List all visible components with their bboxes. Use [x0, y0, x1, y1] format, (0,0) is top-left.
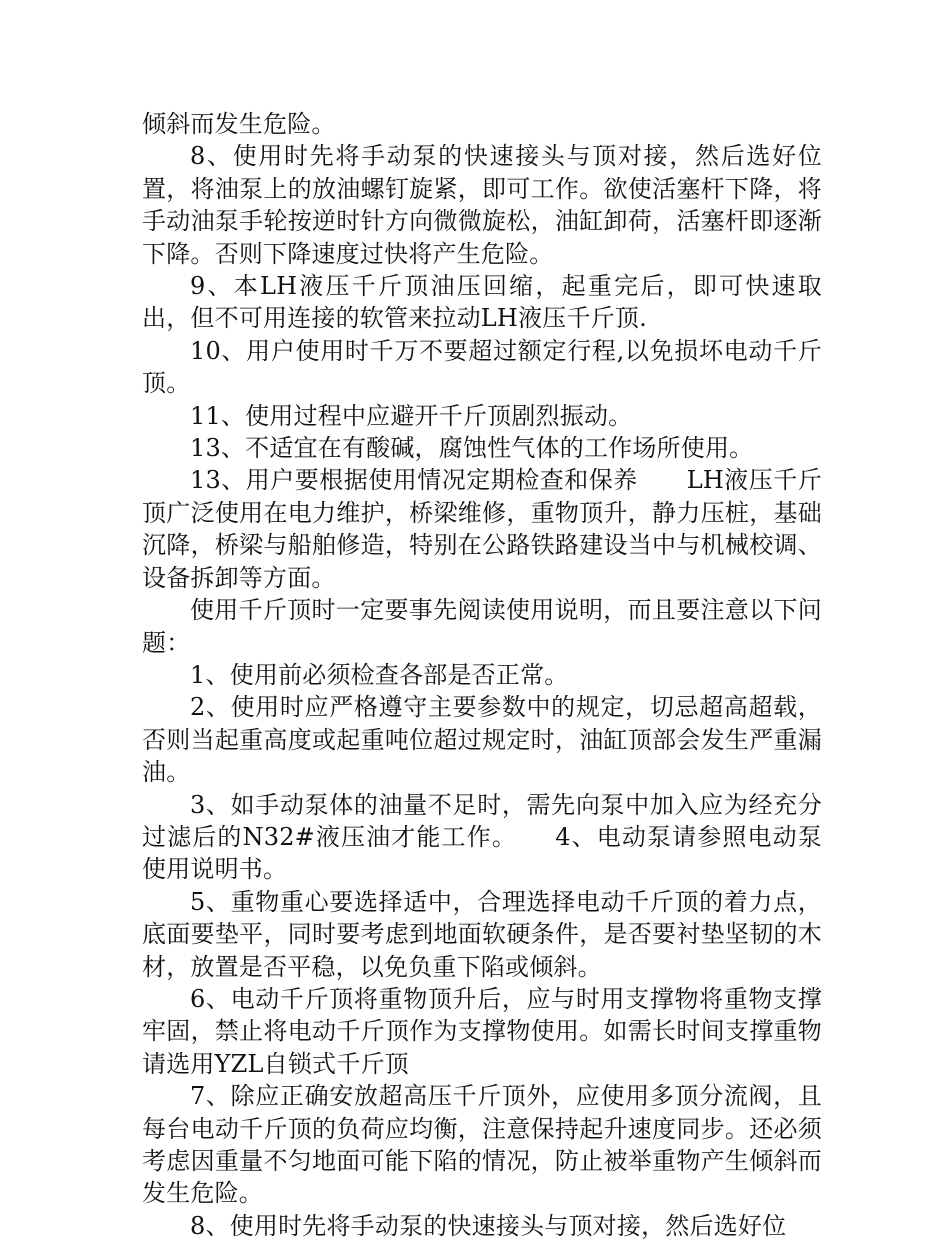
paragraph-step-5: 5、重物重心要选择适中，合理选择电动千斤顶的着力点，底面要垫平，同时要考虑到地面软硬条件，是否要衬垫坚韧的木材，放置是否平稳，以免负重下陷或倾斜。 [142, 887, 822, 981]
paragraph-item-8: 8、使用时先将手动泵的快速接头与顶对接，然后选好位置，将油泵上的放油螺钉旋紧，即可工作。欲使活塞杆下降，将手动油泵手轮按逆时针方向微微旋松，油缸卸荷，活塞杆即逐渐下降。否则下降速度过快将产生危险。 [142, 142, 822, 268]
paragraph-step-8: 8、使用时先将手动泵的快速接头与顶对接，然后选好位 [190, 1211, 787, 1240]
paragraph-item-13a: 13、不适宜在有酸碱，腐蚀性气体的工作场所使用。 [190, 434, 754, 463]
paragraph-item-9: 9、本LH液压千斤顶油压回缩，起重完后，即可快速取出，但不可用连接的软管来拉动LH液压千斤顶. [142, 272, 822, 333]
paragraph-step-1: 1、使用前必须检查各部是否正常。 [190, 660, 569, 689]
paragraph-step-2: 2、使用时应严格遵守主要参数中的规定，切忌超高超载，否则当起重高度或起重吨位超过规定时，油缸顶部会发生严重漏油。 [142, 693, 822, 787]
paragraph-item-10: 10、用户使用时千万不要超过额定行程,以免损坏电动千斤顶。 [142, 336, 822, 398]
paragraph-step-6: 6、电动千斤顶将重物顶升后，应与时用支撑物将重物支撑牢固，禁止将电动千斤顶作为支撑物使用。如需长时间支撑重物请选用YZL自锁式千斤顶 [142, 984, 822, 1078]
document-page [142, 108, 822, 1242]
paragraph-intro: 使用千斤顶时一定要事先阅读使用说明，而且要注意以下问题： [142, 596, 822, 657]
paragraph-step-3: 3、如手动泵体的油量不足时，需先向泵中加入应为经充分过滤后的N32#液压油才能工作。 4、电动泵请参照电动泵使用说明书。 [142, 790, 822, 884]
paragraph-continuation: 倾斜而发生危险。 [142, 110, 336, 138]
paragraph-item-11: 11、使用过程中应避开千斤顶剧烈振动。 [190, 401, 633, 430]
paragraph-item-13b: 13、用户要根据使用情况定期检查和保养 LH液压千斤顶广泛使用在电力维护，桥梁维修，重物顶升，静力压桩，基础沉降，桥梁与船舶修造，特别在公路铁路建设当中与机械校调、设备拆卸等方面。 [142, 466, 822, 592]
paragraph-step-7: 7、除应正确安放超高压千斤顶外，应使用多顶分流阀，且每台电动千斤顶的负荷应均衡，注意保持起升速度同步。还必须考虑因重量不匀地面可能下陷的情况，防止被举重物产生倾斜而发生危险。 [142, 1082, 822, 1208]
